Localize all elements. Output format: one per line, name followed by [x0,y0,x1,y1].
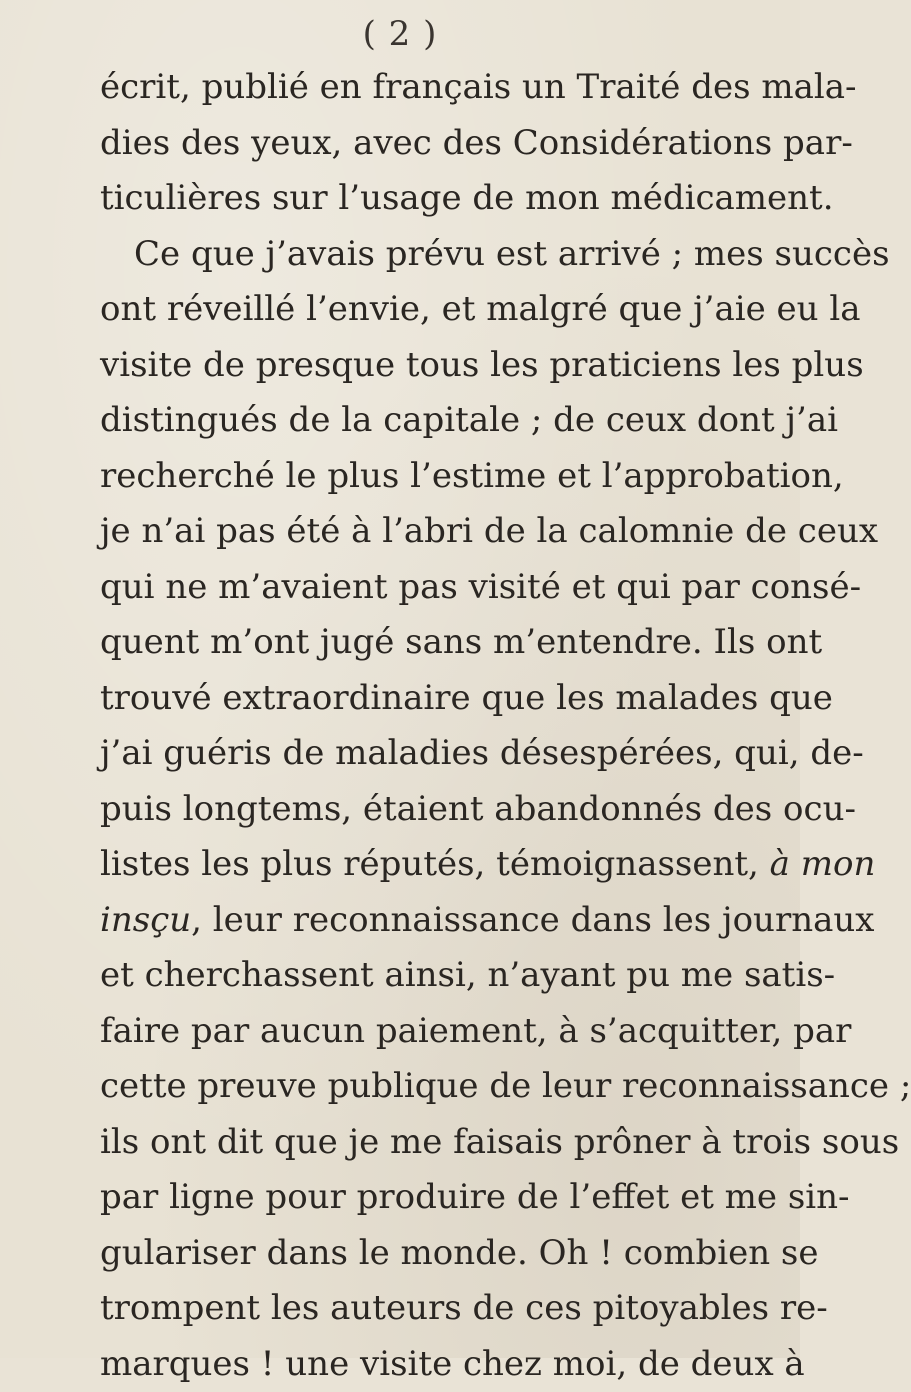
text-line-22: gulariser dans le monde. Oh ! combien se [100,1226,760,1282]
text-line-16-roman: , leur reconnaissance dans les journaux [191,900,874,940]
text-line-23: trompent les auteurs de ces pitoyables re- [100,1281,760,1337]
text-line-1: écrit, publié en français un Traité des mala- [100,60,760,116]
text-line-8: recherché le plus l’estime et l’approbation, [100,449,760,505]
body-text [100,60,760,1392]
text-line-7: distingués de la capitale ; de ceux dont j’ai [100,393,760,449]
text-line-16 [100,893,760,949]
text-line-24: marques ! une visite chez moi, de deux à [100,1337,760,1392]
text-line-21: par ligne pour produire de l’effet et me sin- [100,1170,760,1226]
text-line-12: trouvé extraordinaire que les malades que [100,671,760,727]
text-line-16-italic: insçu [100,900,191,940]
text-line-18: faire par aucun paiement, à s’acquitter, par [100,1004,760,1060]
text-line-3: ticulières sur l’usage de mon médicament. [100,171,760,227]
page-number: ( 2 ) [0,14,800,54]
text-line-2: dies des yeux, avec des Considérations par- [100,116,760,172]
text-line-6: visite de presque tous les praticiens les plus [100,338,760,394]
text-line-13: j’ai guéris de maladies désespérées, qui, de- [100,726,760,782]
text-line-17: et cherchassent ainsi, n’ayant pu me satis- [100,948,760,1004]
text-line-15-roman: listes les plus réputés, témoignassent, [100,844,770,884]
text-line-15 [100,837,760,893]
text-line-5: ont réveillé l’envie, et malgré que j’aie eu la [100,282,760,338]
text-line-14: puis longtems, étaient abandonnés des ocu- [100,782,760,838]
text-line-11: quent m’ont jugé sans m’entendre. Ils ont [100,615,760,671]
text-line-9: je n’ai pas été à l’abri de la calomnie de ceux [100,504,760,560]
text-line-10: qui ne m’avaient pas visité et qui par consé- [100,560,760,616]
text-line-20: ils ont dit que je me faisais prôner à trois sous [100,1115,760,1171]
text-line-19: cette preuve publique de leur reconnaissance ; [100,1059,760,1115]
text-line-4: Ce que j’avais prévu est arrivé ; mes succès [100,227,760,283]
text-line-15-italic: à mon [770,844,876,884]
